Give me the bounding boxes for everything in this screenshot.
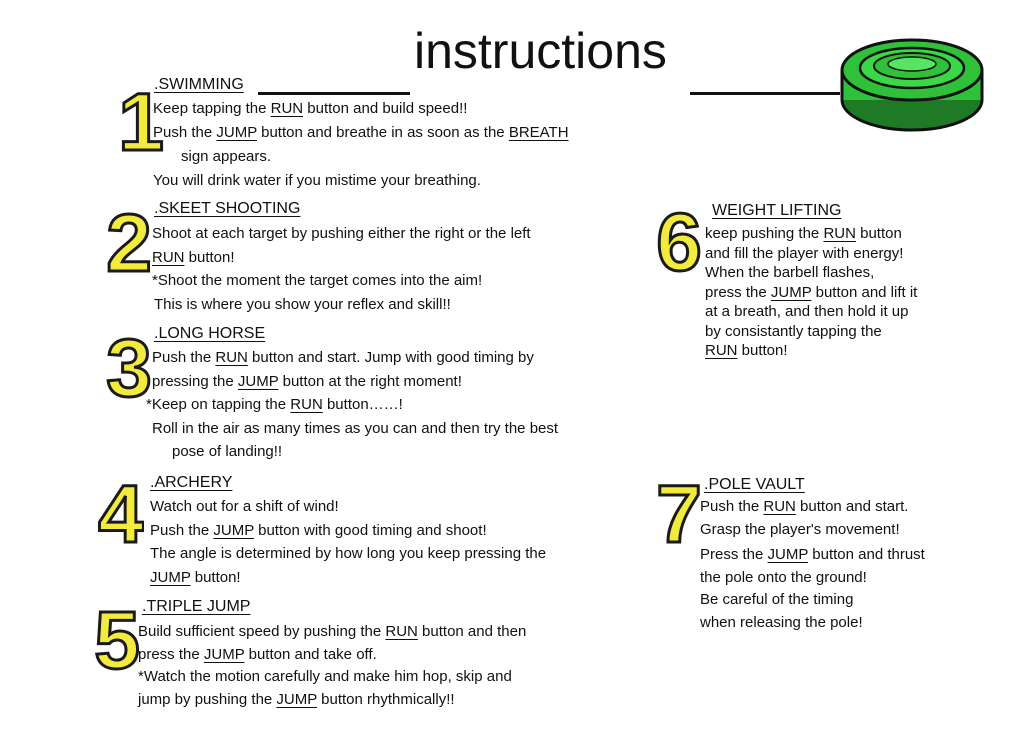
section-number-text: 3 — [106, 324, 152, 404]
line-text: Keep tapping the — [153, 100, 271, 117]
instruction-line — [150, 570, 241, 585]
section-number-text: 6 — [656, 198, 702, 278]
section-heading-4: .ARCHERY — [150, 474, 233, 491]
line-text: button and start. Jump with good timing by — [247, 349, 534, 366]
line-text: at a breath, and then hold it up — [705, 303, 909, 320]
button-keyword: JUMP — [276, 690, 317, 708]
line-text: Grasp the player's movement! — [700, 520, 900, 538]
instruction-line — [138, 692, 455, 707]
instruction-line — [152, 250, 235, 265]
section-number-text: 5 — [94, 596, 140, 676]
section-number-3 — [106, 324, 152, 404]
instruction-line — [152, 273, 482, 288]
section-number-2 — [106, 199, 152, 279]
instruction-line — [700, 570, 867, 585]
line-text: button and lift it — [811, 283, 918, 301]
line-text: the pole onto the ground! — [700, 568, 867, 586]
section-heading-2: .SKEET SHOOTING — [154, 200, 301, 217]
instruction-line — [150, 523, 487, 538]
instruction-line — [152, 226, 531, 241]
line-text: press the — [705, 283, 771, 301]
section-number-4 — [98, 470, 144, 550]
instruction-line — [705, 285, 917, 300]
instruction-line — [138, 624, 526, 639]
instruction-line — [153, 101, 467, 116]
button-keyword: JUMP — [216, 124, 257, 141]
instruction-line — [705, 226, 902, 241]
instruction-line — [152, 374, 462, 389]
section-number-6 — [656, 198, 702, 278]
line-text: You will drink water if you mistime your breathing. — [153, 172, 481, 189]
line-text: button at the right moment! — [278, 372, 462, 390]
line-text: pressing the — [152, 372, 238, 390]
button-keyword: BREATH — [508, 124, 569, 141]
line-text: button! — [737, 342, 788, 359]
line-text: button — [855, 225, 902, 242]
line-text: button! — [190, 568, 241, 586]
line-text: Push the — [153, 124, 217, 141]
line-text: by consistantly tapping the — [705, 322, 882, 340]
title-rule-left — [258, 92, 410, 95]
line-text: button with good timing and shoot! — [253, 521, 487, 539]
button-keyword: JUMP — [203, 645, 245, 663]
line-text: sign appears. — [181, 148, 272, 165]
button-keyword: RUN — [290, 396, 323, 413]
section-heading-3: .LONG HORSE — [154, 325, 266, 342]
line-text: press the — [138, 645, 204, 663]
button-keyword: RUN — [763, 498, 796, 515]
line-text: when releasing the pole! — [700, 613, 863, 631]
section-heading-1: .SWIMMING — [154, 76, 244, 93]
arcade-button-icon — [838, 26, 986, 136]
section-heading-5: .TRIPLE JUMP — [142, 598, 251, 615]
line-text: button! — [184, 248, 235, 266]
instruction-line — [700, 592, 853, 607]
line-text: Watch out for a shift of wind! — [150, 498, 339, 515]
instruction-line — [705, 246, 903, 261]
instruction-line — [152, 421, 558, 436]
section-number-text: 4 — [98, 470, 144, 550]
instruction-line — [700, 547, 925, 562]
line-text: and fill the player with energy! — [705, 244, 904, 262]
button-keyword: RUN — [215, 349, 248, 366]
line-text: Push the — [700, 498, 764, 515]
line-text: keep pushing the — [705, 225, 824, 242]
line-text: button and breathe in as soon as the — [256, 124, 509, 141]
instruction-line — [705, 304, 909, 319]
line-text: button and take off. — [244, 645, 377, 663]
line-text: button……! — [322, 396, 403, 413]
instruction-line — [152, 350, 534, 365]
line-text: Build sufficient speed by pushing the — [138, 623, 386, 640]
instruction-line — [172, 444, 282, 459]
instruction-line — [153, 125, 569, 140]
button-keyword: JUMP — [237, 372, 279, 390]
line-text: Be careful of the timing — [700, 591, 854, 608]
line-text: This is where you show your reflex and skill!! — [154, 295, 451, 313]
line-text: The angle is determined by how long you keep pressing the — [150, 545, 547, 562]
button-keyword: JUMP — [150, 568, 191, 586]
button-keyword: RUN — [385, 623, 418, 640]
line-text: When the barbell flashes, — [705, 264, 875, 281]
button-keyword: JUMP — [213, 521, 254, 539]
instruction-line — [705, 343, 788, 358]
line-text: jump by pushing the — [138, 690, 277, 708]
line-text: *Watch the motion carefully and make him hop, skip and — [138, 668, 512, 685]
section-number-text: 2 — [106, 199, 152, 279]
title-rule-right — [690, 92, 840, 95]
line-text: pose of landing!! — [172, 443, 283, 460]
instruction-line — [153, 173, 481, 188]
line-text: button and thrust — [808, 546, 925, 563]
line-text: Push the — [150, 521, 214, 539]
button-keyword: JUMP — [770, 283, 812, 301]
instruction-line — [705, 324, 882, 339]
instruction-line — [705, 265, 874, 280]
button-keyword: RUN — [705, 342, 738, 359]
line-text: Roll in the air as many times as you can and then try the best — [152, 419, 559, 437]
instruction-line — [150, 546, 546, 561]
line-text: Press the — [700, 546, 768, 563]
line-text: Push the — [152, 349, 216, 366]
line-text: button and start. — [795, 498, 909, 515]
instruction-line — [138, 647, 377, 662]
instruction-line — [700, 615, 863, 630]
line-text: button rhythmically!! — [316, 690, 455, 708]
instruction-line — [154, 297, 451, 312]
button-keyword: RUN — [823, 225, 856, 242]
section-number-text: 7 — [656, 470, 702, 550]
line-text: button and build speed!! — [303, 100, 468, 117]
button-keyword: RUN — [152, 248, 185, 266]
page-title: instructions — [414, 23, 667, 79]
instruction-line — [138, 669, 512, 684]
line-text: *Keep on tapping the — [146, 396, 291, 413]
line-text: Shoot at each target by pushing either the right or the left — [152, 225, 531, 242]
instruction-line — [150, 499, 339, 514]
section-number-5 — [94, 596, 140, 676]
instruction-line — [146, 397, 403, 412]
instruction-line — [181, 149, 271, 164]
section-number-7 — [656, 470, 702, 550]
button-keyword: RUN — [270, 100, 304, 117]
instruction-line — [700, 499, 908, 514]
line-text: *Shoot the moment the target comes into the aim! — [152, 272, 483, 289]
section-number-text: 1 — [118, 78, 164, 158]
line-text: button and then — [417, 623, 527, 640]
button-keyword: JUMP — [767, 546, 809, 563]
section-heading-6: WEIGHT LIFTING — [712, 202, 842, 219]
instruction-line — [700, 522, 900, 537]
section-heading-7: .POLE VAULT — [704, 476, 805, 493]
